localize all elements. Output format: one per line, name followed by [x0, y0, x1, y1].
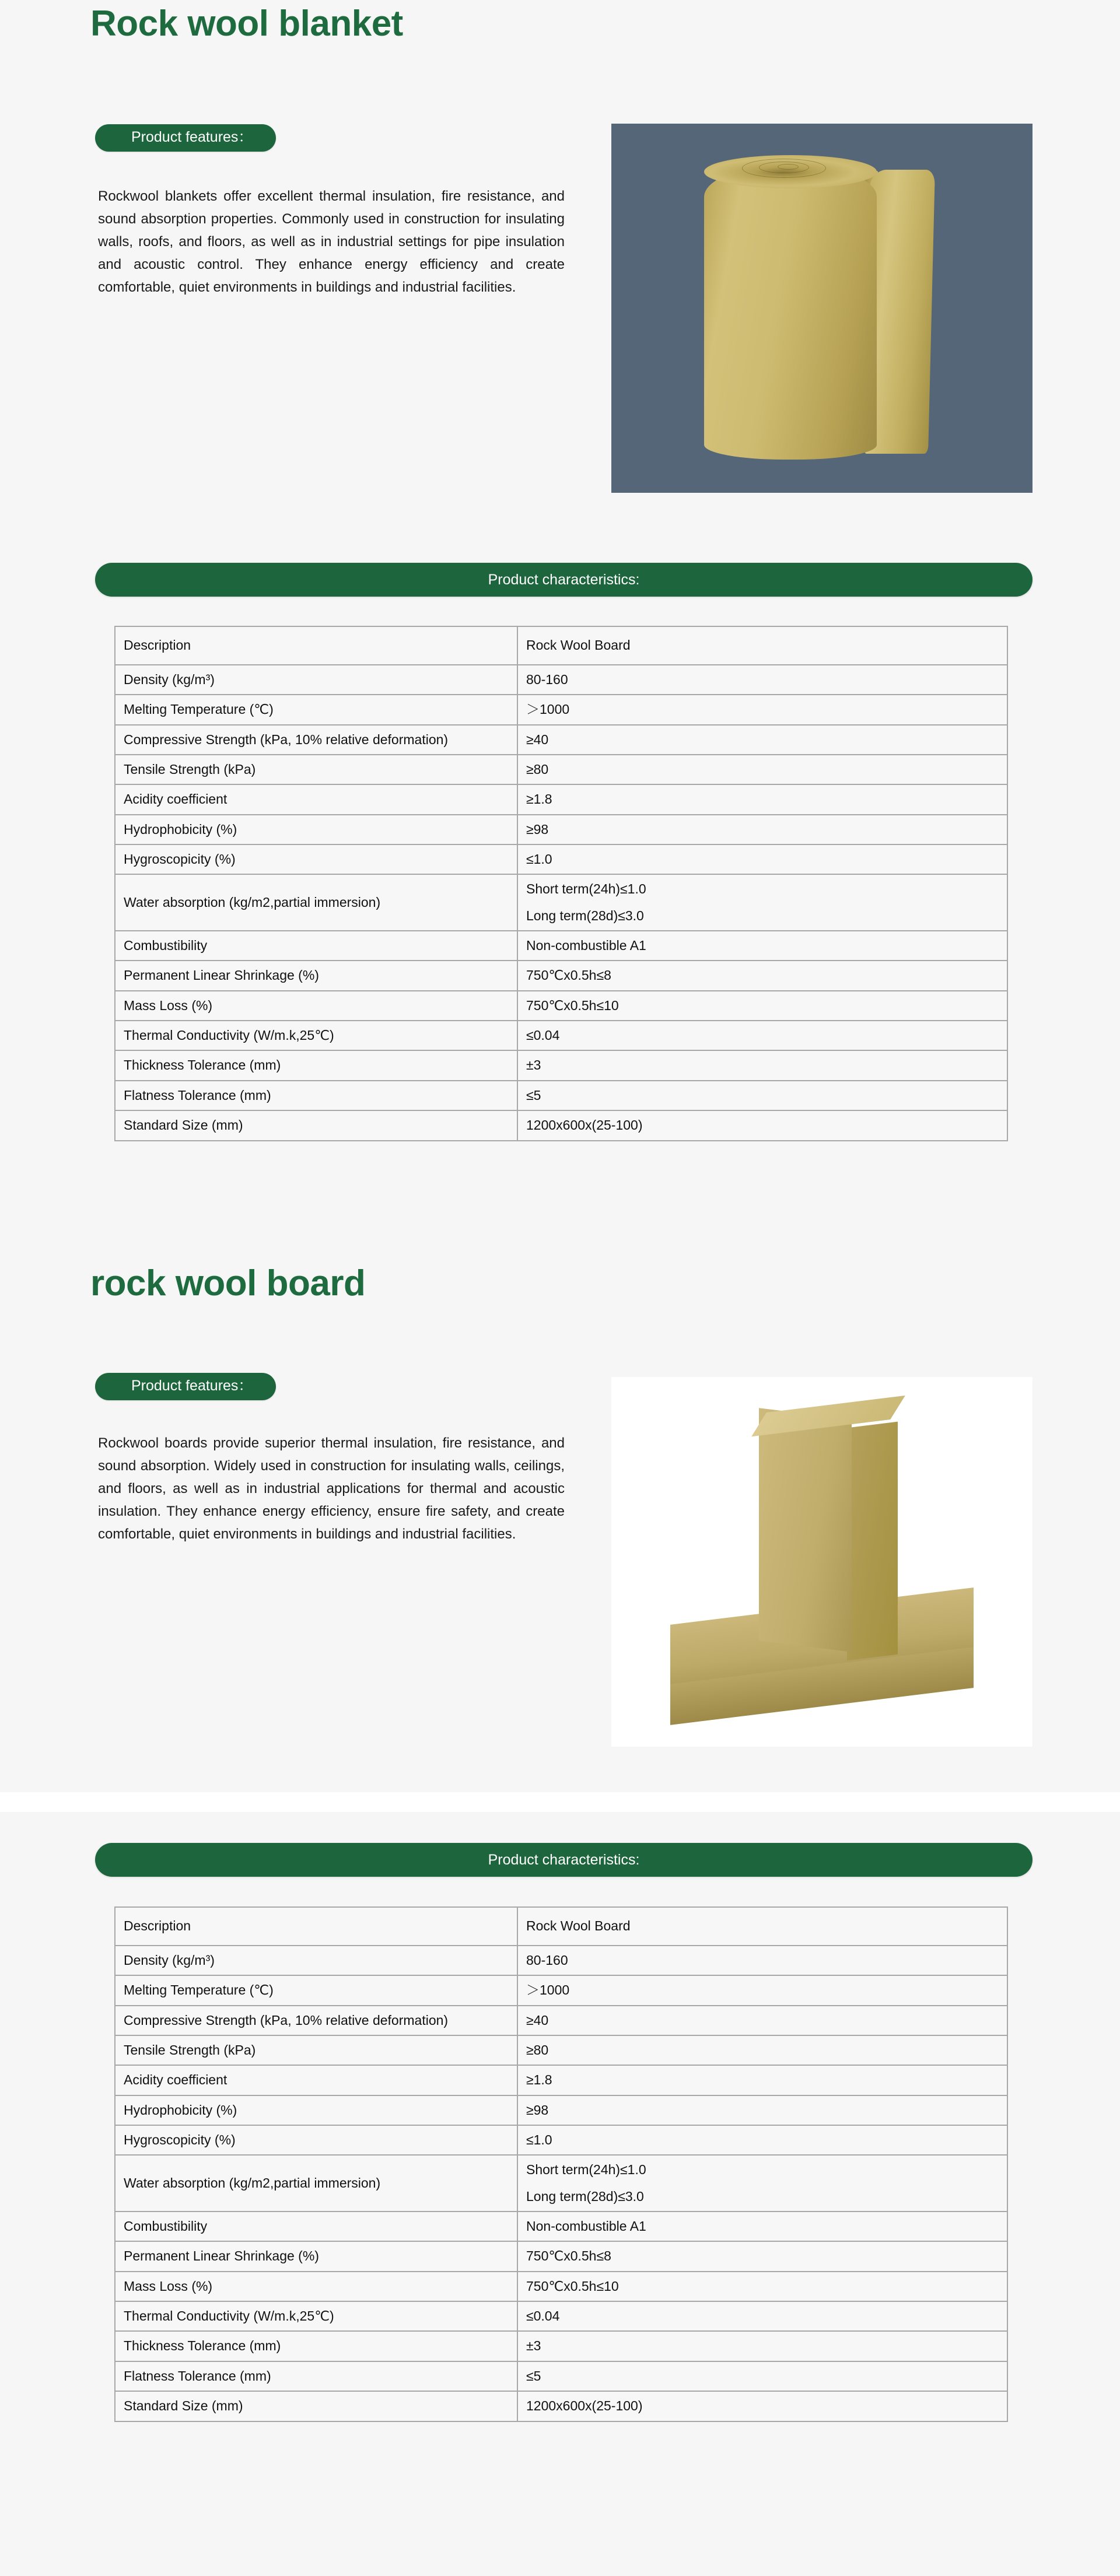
- table-row: [116, 2066, 1008, 2095]
- section-rock-wool-board-intro: [0, 1248, 1120, 1792]
- table-header-row: [116, 627, 1008, 665]
- row-value: 750℃x0.5h≤10: [518, 2272, 1008, 2302]
- row-label: Permanent Linear Shrinkage (%): [116, 2242, 518, 2272]
- product-features-pill: [95, 124, 276, 152]
- table-row: [116, 665, 1008, 695]
- row-label: Acidity coefficient: [116, 785, 518, 815]
- row-label: Thermal Conductivity (W/m.k,25℃): [116, 2302, 518, 2332]
- row-value: ≤5: [518, 2362, 1008, 2392]
- row-label: Flatness Tolerance (mm): [116, 2362, 518, 2392]
- table-row: [116, 755, 1008, 785]
- spec-table-wrapper-1: [0, 626, 1008, 1141]
- section-rock-wool-board-specs: [0, 1812, 1120, 2576]
- row-label: Standard Size (mm): [116, 1111, 518, 1141]
- row-value: ＞1000: [518, 695, 1008, 725]
- table-row: [116, 875, 1008, 931]
- row-label: Standard Size (mm): [116, 2392, 518, 2421]
- row-label: Combustibility: [116, 931, 518, 961]
- table-row: [116, 2362, 1008, 2392]
- table-row: [116, 2332, 1008, 2361]
- row-label: Melting Temperature (℃): [116, 695, 518, 725]
- board-upright-side: [847, 1422, 898, 1661]
- table-row: [116, 726, 1008, 755]
- row-label: Hydrophobicity (%): [116, 2096, 518, 2126]
- row-value: 750℃x0.5h≤8: [518, 2242, 1008, 2272]
- table-row: [116, 785, 1008, 815]
- row-label: Density (kg/m³): [116, 1946, 518, 1976]
- row-label: Combustibility: [116, 2212, 518, 2242]
- section-rock-wool-blanket: [0, 0, 1120, 1248]
- row-label: Water absorption (kg/m2,partial immersion): [116, 875, 518, 931]
- table-row: [116, 991, 1008, 1021]
- table-row: [116, 1111, 1008, 1141]
- table-row: [116, 2392, 1008, 2421]
- row-value: 1200x600x(25-100): [518, 2392, 1008, 2421]
- table-row: [116, 1976, 1008, 2006]
- row-label: Density (kg/m³): [116, 665, 518, 695]
- table-row: [116, 2272, 1008, 2302]
- row-label: Thickness Tolerance (mm): [116, 1051, 518, 1081]
- row-value: 1200x600x(25-100): [518, 1111, 1008, 1141]
- row-value: ≥1.8: [518, 2066, 1008, 2095]
- table-header-row: [116, 1908, 1008, 1946]
- row-value: ≥80: [518, 755, 1008, 785]
- row-value-line-2: Long term(28d)≤3.0: [526, 907, 644, 923]
- table-row: [116, 2006, 1008, 2036]
- table-row: [116, 1021, 1008, 1051]
- row-value: ≥1.8: [518, 785, 1008, 815]
- table-row: [116, 1946, 1008, 1976]
- table-row: [116, 2036, 1008, 2066]
- row-value: Non-combustible A1: [518, 2212, 1008, 2242]
- spec-table: [114, 626, 1008, 1141]
- product-characteristics-bar: [95, 563, 1032, 597]
- table-row: [116, 2242, 1008, 2272]
- row-value: ≤1.0: [518, 845, 1008, 875]
- roll-body: [704, 164, 877, 460]
- table-row: [116, 2156, 1008, 2212]
- row-label: Melting Temperature (℃): [116, 1976, 518, 2006]
- page-title: Rock wool blanket: [90, 3, 403, 44]
- row-value: ±3: [518, 2332, 1008, 2361]
- table-row: [116, 931, 1008, 961]
- product-features-text: Rockwool blankets offer excellent thermal insulation, fire resistance, and sound absorption properties. Commonly used in construction for insulating walls, roofs, and floors, as well as in industrial settings for pipe insulation and acoustic control. They enhance energy efficiency and create comfortable, quiet environments in buildings and industrial facilities.: [98, 188, 565, 295]
- row-label: Flatness Tolerance (mm): [116, 1081, 518, 1111]
- row-label: Hydrophobicity (%): [116, 815, 518, 845]
- table-row: [116, 961, 1008, 991]
- row-value: Non-combustible A1: [518, 931, 1008, 961]
- table-row: [116, 2096, 1008, 2126]
- spec-table-secondary: [114, 1906, 1008, 2422]
- row-value: ≤0.04: [518, 2302, 1008, 2332]
- rock-wool-roll-illustration: [611, 124, 1032, 493]
- row-value: 750℃x0.5h≤8: [518, 961, 1008, 991]
- row-value: ≤5: [518, 1081, 1008, 1111]
- row-label: Permanent Linear Shrinkage (%): [116, 961, 518, 991]
- header-cell-value: Rock Wool Board: [518, 627, 1008, 665]
- product-features-label-secondary: Product features：: [95, 1373, 276, 1400]
- header-cell-description: Description: [116, 1908, 518, 1946]
- product-features-label: Product features：: [95, 124, 276, 152]
- product-features-pill-secondary: [95, 1373, 276, 1400]
- spec-table-body: [116, 627, 1008, 1141]
- table-row: [116, 1051, 1008, 1081]
- page-title-secondary: rock wool board: [90, 1263, 366, 1303]
- row-value: 80-160: [518, 665, 1008, 695]
- table-row: [116, 845, 1008, 875]
- header-cell-value: Rock Wool Board: [518, 1908, 1008, 1946]
- product-characteristics-bar-secondary: [95, 1843, 1032, 1877]
- section-divider: [0, 1792, 1120, 1812]
- table-row: [116, 695, 1008, 725]
- table-row: [116, 2212, 1008, 2242]
- row-label: Thermal Conductivity (W/m.k,25℃): [116, 1021, 518, 1051]
- table-row: [116, 815, 1008, 845]
- row-value: 750℃x0.5h≤10: [518, 991, 1008, 1021]
- row-label: Mass Loss (%): [116, 991, 518, 1021]
- row-label: Tensile Strength (kPa): [116, 755, 518, 785]
- header-cell-description: Description: [116, 627, 518, 665]
- row-value: ≥40: [518, 2006, 1008, 2036]
- row-label: Mass Loss (%): [116, 2272, 518, 2302]
- row-label: Compressive Strength (kPa, 10% relative deformation): [116, 726, 518, 755]
- spec-table-body-secondary: [116, 1908, 1008, 2422]
- row-label: Water absorption (kg/m2,partial immersion): [116, 2156, 518, 2212]
- row-value: ≤1.0: [518, 2126, 1008, 2156]
- row-value: ±3: [518, 1051, 1008, 1081]
- row-value: [518, 875, 1008, 931]
- row-value-line-2: Long term(28d)≤3.0: [526, 2188, 644, 2204]
- row-label: Tensile Strength (kPa): [116, 2036, 518, 2066]
- row-value: ≥80: [518, 2036, 1008, 2066]
- row-value-line-1: Short term(24h)≤1.0: [526, 2162, 646, 2178]
- product-characteristics-label: Product characteristics:: [488, 571, 640, 588]
- product-photo-blanket: [611, 124, 1032, 493]
- row-label: Thickness Tolerance (mm): [116, 2332, 518, 2361]
- product-characteristics-label-secondary: Product characteristics:: [488, 1851, 640, 1868]
- product-photo-board: [611, 1377, 1032, 1747]
- product-features-text-secondary: Rockwool boards provide superior thermal insulation, fire resistance, and sound absorption. Widely used in construction for insulating walls, ceilings, and floors, as well as in industrial applications for thermal and acoustic insulation. They enhance energy efficiency, ensure fire safety, and create comfortable, quiet environments in buildings and industrial facilities.: [98, 1435, 565, 1542]
- row-value: ≥98: [518, 815, 1008, 845]
- table-row: [116, 1081, 1008, 1111]
- table-row: [116, 2302, 1008, 2332]
- row-value: ＞1000: [518, 1976, 1008, 2006]
- row-value: ≥98: [518, 2096, 1008, 2126]
- row-label: Hygroscopicity (%): [116, 2126, 518, 2156]
- table-row: [116, 2126, 1008, 2156]
- row-label: Hygroscopicity (%): [116, 845, 518, 875]
- row-value: [518, 2156, 1008, 2212]
- rock-wool-board-illustration: [611, 1377, 1032, 1747]
- row-value: ≤0.04: [518, 1021, 1008, 1051]
- row-value: 80-160: [518, 1946, 1008, 1976]
- row-value-line-1: Short term(24h)≤1.0: [526, 881, 646, 897]
- row-label: Compressive Strength (kPa, 10% relative deformation): [116, 2006, 518, 2036]
- board-upright-face: [759, 1408, 852, 1653]
- row-value: ≥40: [518, 726, 1008, 755]
- spec-table-wrapper-2: [0, 1906, 1008, 2422]
- row-label: Acidity coefficient: [116, 2066, 518, 2095]
